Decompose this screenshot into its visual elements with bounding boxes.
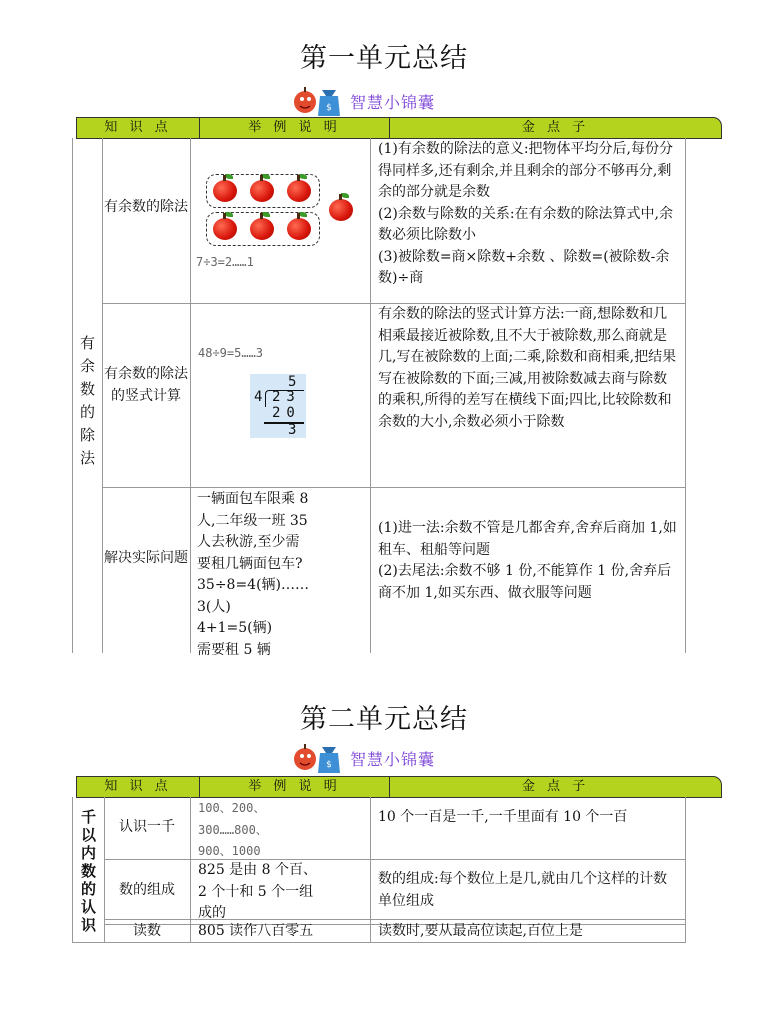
ld-product: 20 [272,405,301,421]
unit2-table-header [76,776,722,798]
u2-row2-example: 825 是由 8 个百、 2 个十和 5 个一组 成的 [198,862,317,921]
u2-row3-tips: 读数时,要从最高位读起,百位上是 [378,923,583,939]
apple-icon [213,180,237,202]
ld-quotient: 5 [288,374,297,390]
row1-tips: (1)有余数的除法的意义:把物体平均分后,每份分得同样多,还有剩余,并且剩余的部分不够再分,剩余的部分就是余数 (2)余数与除数的关系:在有余数的除法算式中,余数必须比除数小 (3)被除数=商×除数+余数 、除数=(被除数-余数)÷商 [378,141,673,286]
example-line: 人去秋游,至少需 [197,534,300,550]
unit2-subtitle [292,741,435,775]
example-line: 4+1=5(辆) [197,620,273,636]
example-line: 人,二年级一班 35 [197,512,308,529]
u2-row2-topic: 数的组成 [119,882,175,898]
example-line: 3(人) [197,598,231,615]
row3-example [197,489,369,661]
header-example: 举 例 说 明 [200,777,390,797]
ld-divisor: 4 [254,389,263,405]
apple-icon [250,218,274,240]
u2-row2-tips: 数的组成:每个数位上是几,就由几个这样的计数单位组成 [378,871,668,909]
example-line: 35÷8=4(辆)…… [197,577,310,593]
row2-topic: 有余数的除法的竖式计算 [104,366,188,404]
u2-row1-tips: 10 个一百是一千,一千里面有 10 个一百 [378,809,628,825]
apple-icon [250,180,274,202]
ld-remainder: 3 [288,422,297,438]
unit1-title: 第一单元总结 [300,43,468,74]
apple-remainder-icon [329,199,353,221]
example-line: 要租几辆面包车? [197,555,303,572]
header-tips: 金 点 子 [521,779,590,794]
row2-example-equation: 48÷9=5……3 [198,346,264,360]
ld-dividend: 23 [272,389,301,405]
apple-icon [213,218,237,240]
svg-text:$: $ [326,103,332,113]
u2-row3-topic: 读数 [133,923,161,939]
example-line: 一辆面包车限乘 8 [197,491,309,507]
apple-icon [287,218,311,240]
example-line: 需要租 5 辆 [197,641,271,658]
apple-mascot-icon [292,84,342,118]
unit1-category: 有余数的除法 [79,334,95,467]
row2-tips: 有余数的除法的竖式计算方法:一商,想除数和几相乘最接近被除数,且不大于被除数,那么商就是几,写在被除数的上面;二乘,除数和商相乘,把结果写在被除数的下面;三减,用被除数减去商与除数的乘积,所得的差写在横线下面;四比,比较除数和余数的大小,余数必须小于除数 [378,306,677,430]
unit1-subtitle [292,84,435,118]
long-division [250,374,306,438]
row3-topic: 解决实际问题 [104,550,188,566]
row1-example-equation: 7÷3=2……1 [196,255,254,269]
header-tips: 金 点 子 [521,120,590,135]
unit1-subtitle-label: 智慧小锦囊 [350,92,436,112]
u2-row3-example: 805 读作八百零五 [198,923,314,939]
row1-topic: 有余数的除法 [104,199,188,215]
unit1-table-header [76,117,722,139]
unit2-category: 千以内数的认识 [80,808,96,934]
apple-mascot-icon [292,741,342,775]
u2-row1-example: 100、200、 300……800、 900、1000 [198,801,268,858]
svg-text:$: $ [326,760,332,770]
apple-icon [287,180,311,202]
row3-tips: (1)进一法:余数不管是几都舍弃,舍弃后商加 1,如租车、租船等问题 (2)去尾法:余数不够 1 份,不能算作 1 份,舍弃后商不加 1,如买东西、做衣服等问题 [378,520,677,601]
unit2-title: 第二单元总结 [300,704,468,735]
header-example: 举 例 说 明 [200,118,390,138]
unit2-subtitle-label: 智慧小锦囊 [350,749,436,769]
u2-row1-topic: 认识一千 [119,819,175,835]
header-knowledge: 知 识 点 [77,118,200,138]
header-knowledge: 知 识 点 [77,777,200,797]
